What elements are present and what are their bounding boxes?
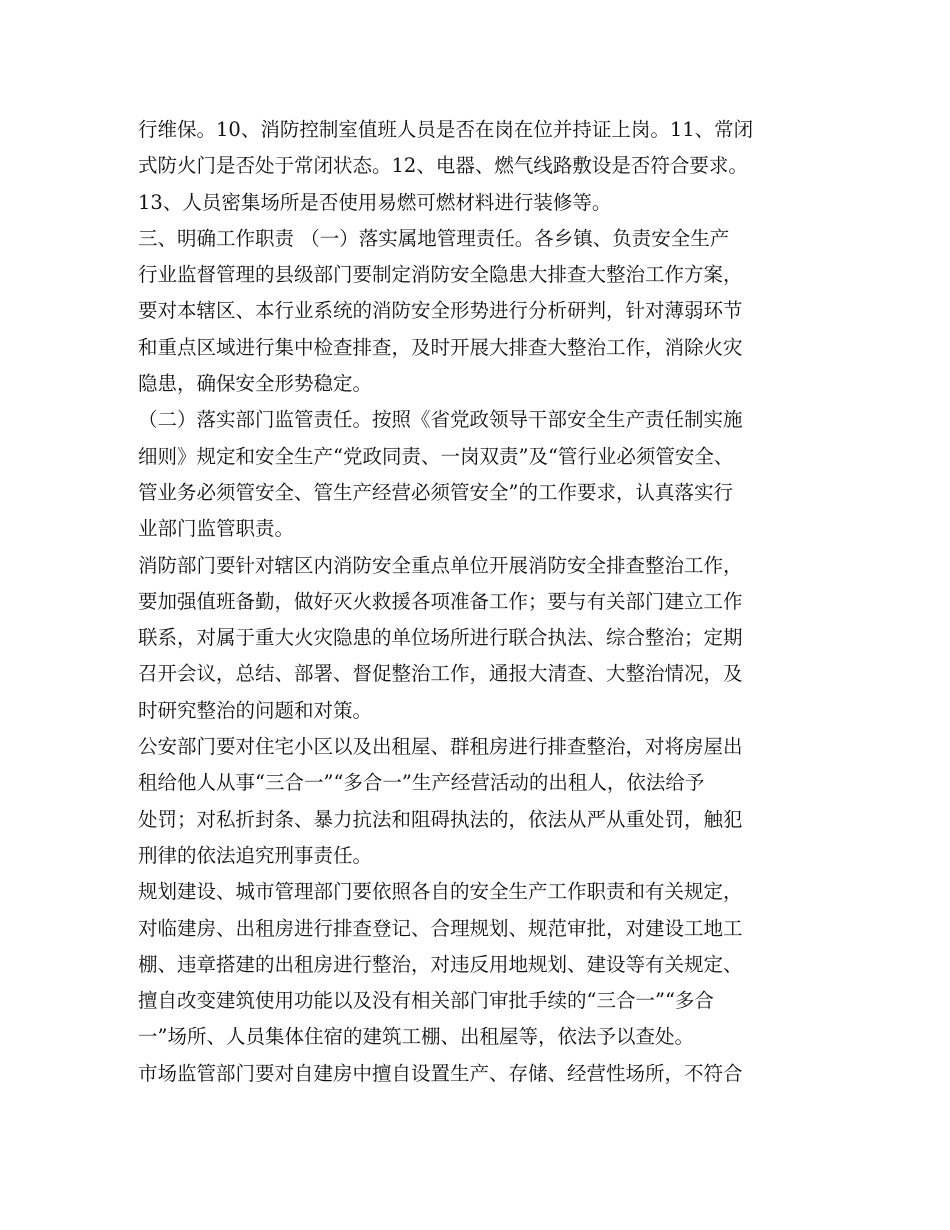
text-line: 处罚；对私折封条、暴力抗法和阻碍执法的，依法从严从重处罚，触犯 [138, 807, 743, 831]
text-line: 管业务必须管安全、管生产经营必须管安全”的工作要求，认真落实行 [138, 480, 733, 504]
text-line: 擅自改变建筑使用功能以及没有相关部门审批手续的“三合一”“多合 [138, 989, 714, 1013]
text-line: 行业监督管理的县级部门要制定消防安全隐患大排查大整治工作方案， [138, 263, 743, 287]
text-line: 和重点区域进行集中检查排查，及时开展大排查大整治工作，消除火灾 [138, 335, 743, 359]
document-body [138, 112, 838, 1092]
text-line: 刑律的依法追究刑事责任。 [138, 843, 373, 867]
text-line: 规划建设、城市管理部门要依照各自的安全生产工作职责和有关规定， [138, 880, 743, 904]
subsection-line: （二）落实部门监管责任。按照《省党政领导干部安全生产责任制实施 [138, 408, 743, 432]
text-line: 行维保。10、消防控制室值班人员是否在岗在位并持证上岗。11、常闭 [138, 118, 754, 141]
text-line: 一”场所、人员集体住宿的建筑工棚、出租屋等，依法予以查处。 [138, 1025, 694, 1049]
text-line: 细则》规定和安全生产“党政同责、一岗双责”及“管行业必须管安全、 [138, 444, 734, 468]
text-line: 租给他人从事“三合一”“多合一”生产经营活动的出租人，依法给予 [138, 771, 705, 795]
text-line: 要加强值班备勤，做好灭火救援各项准备工作；要与有关部门建立工作 [138, 589, 743, 613]
text-line: 隐患，确保安全形势稳定。 [138, 372, 373, 396]
text-line: 市场监管部门要对自建房中擅自设置生产、存储、经营性场所，不符合 [138, 1061, 743, 1085]
text-line: 联系，对属于重大火灾隐患的单位场所进行联合执法、综合整治；定期 [138, 626, 743, 650]
text-line: 公安部门要对住宅小区以及出租屋、群租房进行排查整治，对将房屋出 [138, 735, 743, 759]
section-heading-line: 三、明确工作职责 （一）落实属地管理责任。各乡镇、负责安全生产 [138, 226, 730, 250]
text-line: 棚、违章搭建的出租房进行整治，对违反用地规划、建设等有关规定、 [138, 952, 743, 976]
text-line: 消防部门要针对辖区内消防安全重点单位开展消防安全排查整治工作， [138, 553, 743, 577]
text-line: 召开会议，总结、部署、督促整治工作，通报大清查、大整治情况，及 [138, 662, 743, 686]
text-line: 式防火门是否处于常闭状态。12、电器、燃气线路敷设是否符合要求。 [138, 154, 748, 178]
text-line: 要对本辖区、本行业系统的消防安全形势进行分析研判，针对薄弱环节 [138, 299, 743, 323]
text-line: 业部门监管职责。 [138, 517, 295, 541]
text-line: 对临建房、出租房进行排查登记、合理规划、规范审批，对建设工地工 [138, 916, 743, 940]
text-line: 时研究整治的问题和对策。 [138, 698, 373, 722]
text-line: 13、人员密集场所是否使用易燃可燃材料进行装修等。 [138, 190, 612, 214]
